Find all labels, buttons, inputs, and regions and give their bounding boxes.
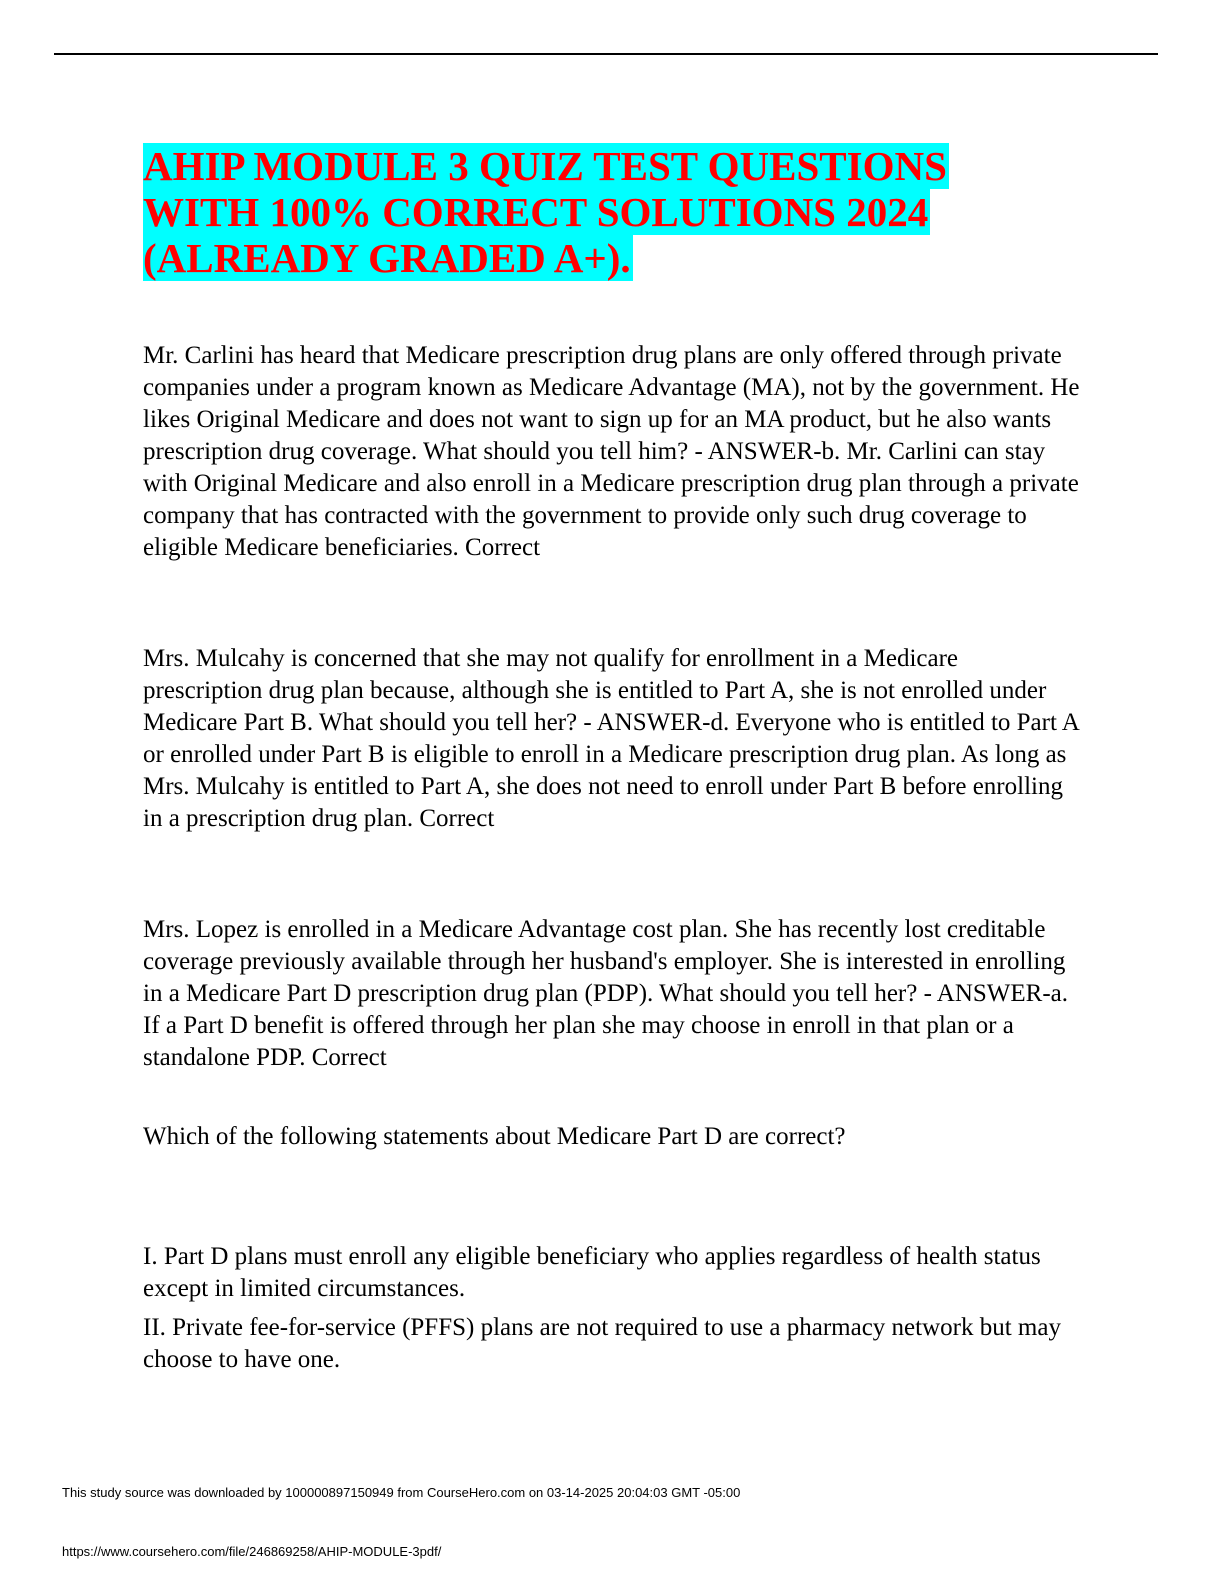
statement-paragraph: II. Private fee-for-service (PFFS) plans are not required to use a pharmacy network but may choose to have one. [143,1314,1061,1373]
source-url[interactable]: https://www.coursehero.com/file/246869258/AHIP-MODULE-3pdf/ [62,1544,442,1559]
question-paragraph: Which of the following statements about Medicare Part D are correct? [143,1123,846,1150]
question-paragraph: Mr. Carlini has heard that Medicare prescription drug plans are only offered through private companies under a program known as Medicare Advantage (MA), not by the government. He likes Original Medicare and does not want to sign up for an MA product, but he also wants prescription drug coverage. What should you tell him? - ANSWER-b. Mr. Carlini can stay with Original Medicare and also enroll in a Medicare prescription drug plan through a private company that has contracted with the government to provide only such drug coverage to eligible Medicare beneficiaries. Correct [143,342,1080,561]
top-divider [54,53,1158,55]
question-paragraph: Mrs. Mulcahy is concerned that she may not qualify for enrollment in a Medicare prescription drug plan because, although she is entitled to Part A, she is not enrolled under Medicare Part B. What should you tell her? - ANSWER-d. Everyone who is entitled to Part A or enrolled under Part B is eligible to enroll in a Medicare prescription drug plan. As long as Mrs. Mulcahy is entitled to Part A, she does not need to enroll under Part B before enrolling in a prescription drug plan. Correct [143,645,1079,832]
document-title [143,143,1063,281]
statement-paragraph: I. Part D plans must enroll any eligible beneficiary who applies regardless of health status except in limited circumstances. [143,1243,1041,1302]
title-highlight: AHIP MODULE 3 QUIZ TEST QUESTIONS WITH 100% CORRECT SOLUTIONS 2024 (ALREADY GRADED A+). [143,143,947,281]
question-paragraph: Mrs. Lopez is enrolled in a Medicare Advantage cost plan. She has recently lost creditable coverage previously available through her husband's employer. She is interested in enrolling in a Medicare Part D prescription drug plan (PDP). What should you tell her? - ANSWER-a. If a Part D benefit is offered through her plan she may choose in enroll in that plan or a standalone PDP. Correct [143,916,1069,1071]
source-notice: This study source was downloaded by 100000897150949 from CourseHero.com on 03-14-2025 20:04:03 GMT -05:00 [62,1485,741,1500]
